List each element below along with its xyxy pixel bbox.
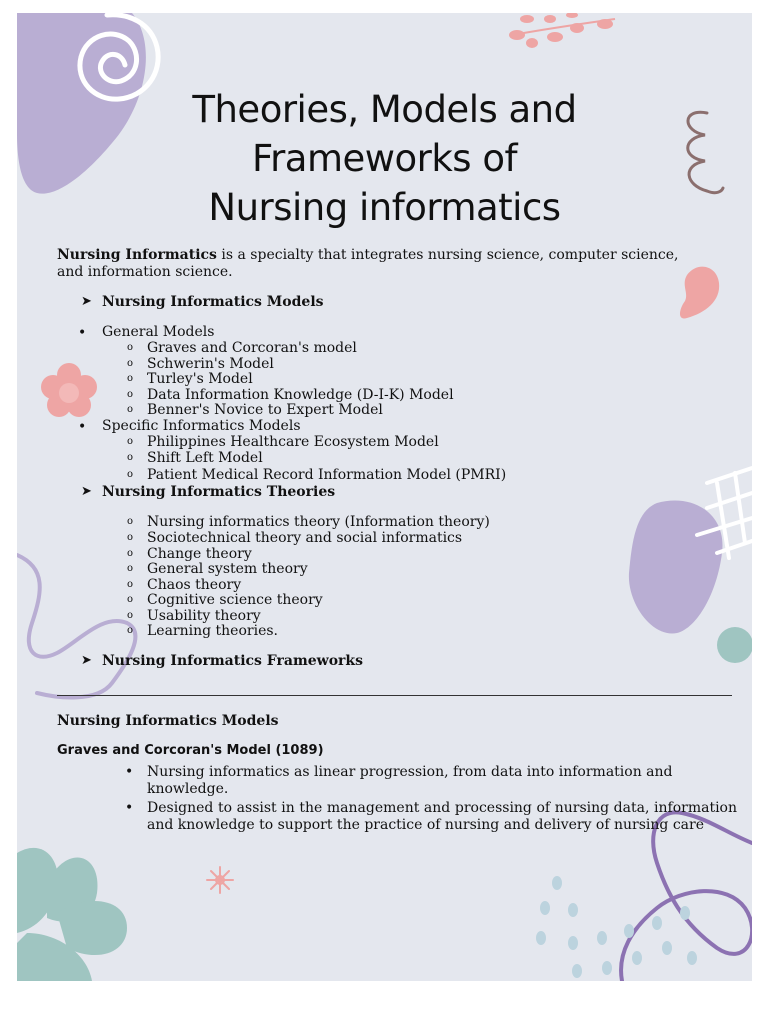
list-item: Chaos theory: [147, 577, 242, 593]
general-models-label: General Models: [102, 324, 215, 340]
pink-asterisk-flower: [207, 867, 233, 893]
list-item: Benner's Novice to Expert Model: [147, 402, 383, 418]
list-item: Philippines Healthcare Ecosystem Model: [147, 434, 439, 450]
pink-leaf-branch: [509, 13, 615, 48]
bullet-dot-icon: •: [78, 325, 87, 341]
detail-bullet-1: Nursing informatics as linear progression, from data into information and knowledge.: [147, 764, 673, 797]
circle-bullet-icon: o: [127, 389, 134, 400]
intro-line-1: [57, 247, 678, 263]
circle-bullet-icon: o: [127, 342, 134, 353]
circle-bullet-icon: o: [127, 594, 134, 605]
list-item: Change theory: [147, 546, 252, 562]
circle-bullet-icon: o: [127, 469, 134, 480]
list-item: Usability theory: [147, 608, 261, 624]
teal-circle: [717, 627, 752, 663]
circle-bullet-icon: o: [127, 516, 134, 527]
list-item: Patient Medical Record Information Model (PMRI): [147, 467, 507, 483]
intro-definition: is a specialty that integrates nursing science, computer science,: [216, 247, 679, 263]
arrow-bullet-icon: ➤: [81, 484, 92, 499]
circle-bullet-icon: o: [127, 610, 134, 621]
circle-bullet-icon: o: [127, 563, 134, 574]
purple-wave-left: [17, 555, 135, 697]
arrow-bullet-icon: ➤: [81, 294, 92, 309]
pink-flower-left: [41, 363, 97, 417]
models-heading: Nursing Informatics Models: [102, 294, 324, 310]
circle-bullet-icon: o: [127, 404, 134, 415]
document-page: [17, 13, 752, 981]
circle-bullet-icon: o: [127, 532, 134, 543]
pink-blob-right: [680, 267, 719, 319]
list-item: Cognitive science theory: [147, 592, 323, 608]
teal-dots: [536, 876, 697, 978]
circle-bullet-icon: o: [127, 452, 134, 463]
frameworks-heading: Nursing Informatics Frameworks: [102, 653, 364, 669]
lavender-blob-right: [629, 500, 723, 633]
section-divider: [57, 695, 732, 696]
page-title: [17, 85, 752, 232]
intro-line-2: and information science.: [57, 264, 233, 280]
bullet-dot-icon: •: [125, 800, 134, 816]
circle-bullet-icon: o: [127, 548, 134, 559]
detail-heading: Nursing Informatics Models: [57, 713, 279, 729]
list-item: General system theory: [147, 561, 308, 577]
circle-bullet-icon: o: [127, 625, 134, 636]
list-item: Data Information Knowledge (D-I-K) Model: [147, 387, 454, 403]
specific-models-label: Specific Informatics Models: [102, 418, 301, 434]
teal-leaf-bottom-left: [17, 848, 127, 981]
bullet-dot-icon: •: [78, 419, 87, 435]
detail-bullet-2: Designed to assist in the management and processing of nursing data, information and knowledge to support the practice of nursing and delivery of nursing care: [147, 800, 737, 833]
list-item: Turley's Model: [147, 371, 253, 387]
detail-subheading: Graves and Corcoran's Model (1089): [57, 743, 324, 758]
title-line-2: Frameworks of: [251, 137, 518, 180]
list-item: Schwerin's Model: [147, 356, 274, 372]
title-line-3: Nursing informatics: [208, 186, 561, 229]
theories-heading: Nursing Informatics Theories: [102, 484, 336, 500]
list-item: Sociotechnical theory and social informatics: [147, 530, 463, 546]
list-item: Shift Left Model: [147, 450, 263, 466]
list-item: Learning theories.: [147, 623, 278, 639]
list-item: Graves and Corcoran's model: [147, 340, 357, 356]
arrow-bullet-icon: ➤: [81, 653, 92, 668]
circle-bullet-icon: o: [127, 436, 134, 447]
title-line-1: Theories, Models and: [192, 88, 577, 131]
intro-term: Nursing Informatics: [57, 247, 217, 263]
circle-bullet-icon: o: [127, 358, 134, 369]
bullet-dot-icon: •: [125, 764, 134, 780]
circle-bullet-icon: o: [127, 373, 134, 384]
circle-bullet-icon: o: [127, 579, 134, 590]
list-item: Nursing informatics theory (Information theory): [147, 514, 490, 530]
